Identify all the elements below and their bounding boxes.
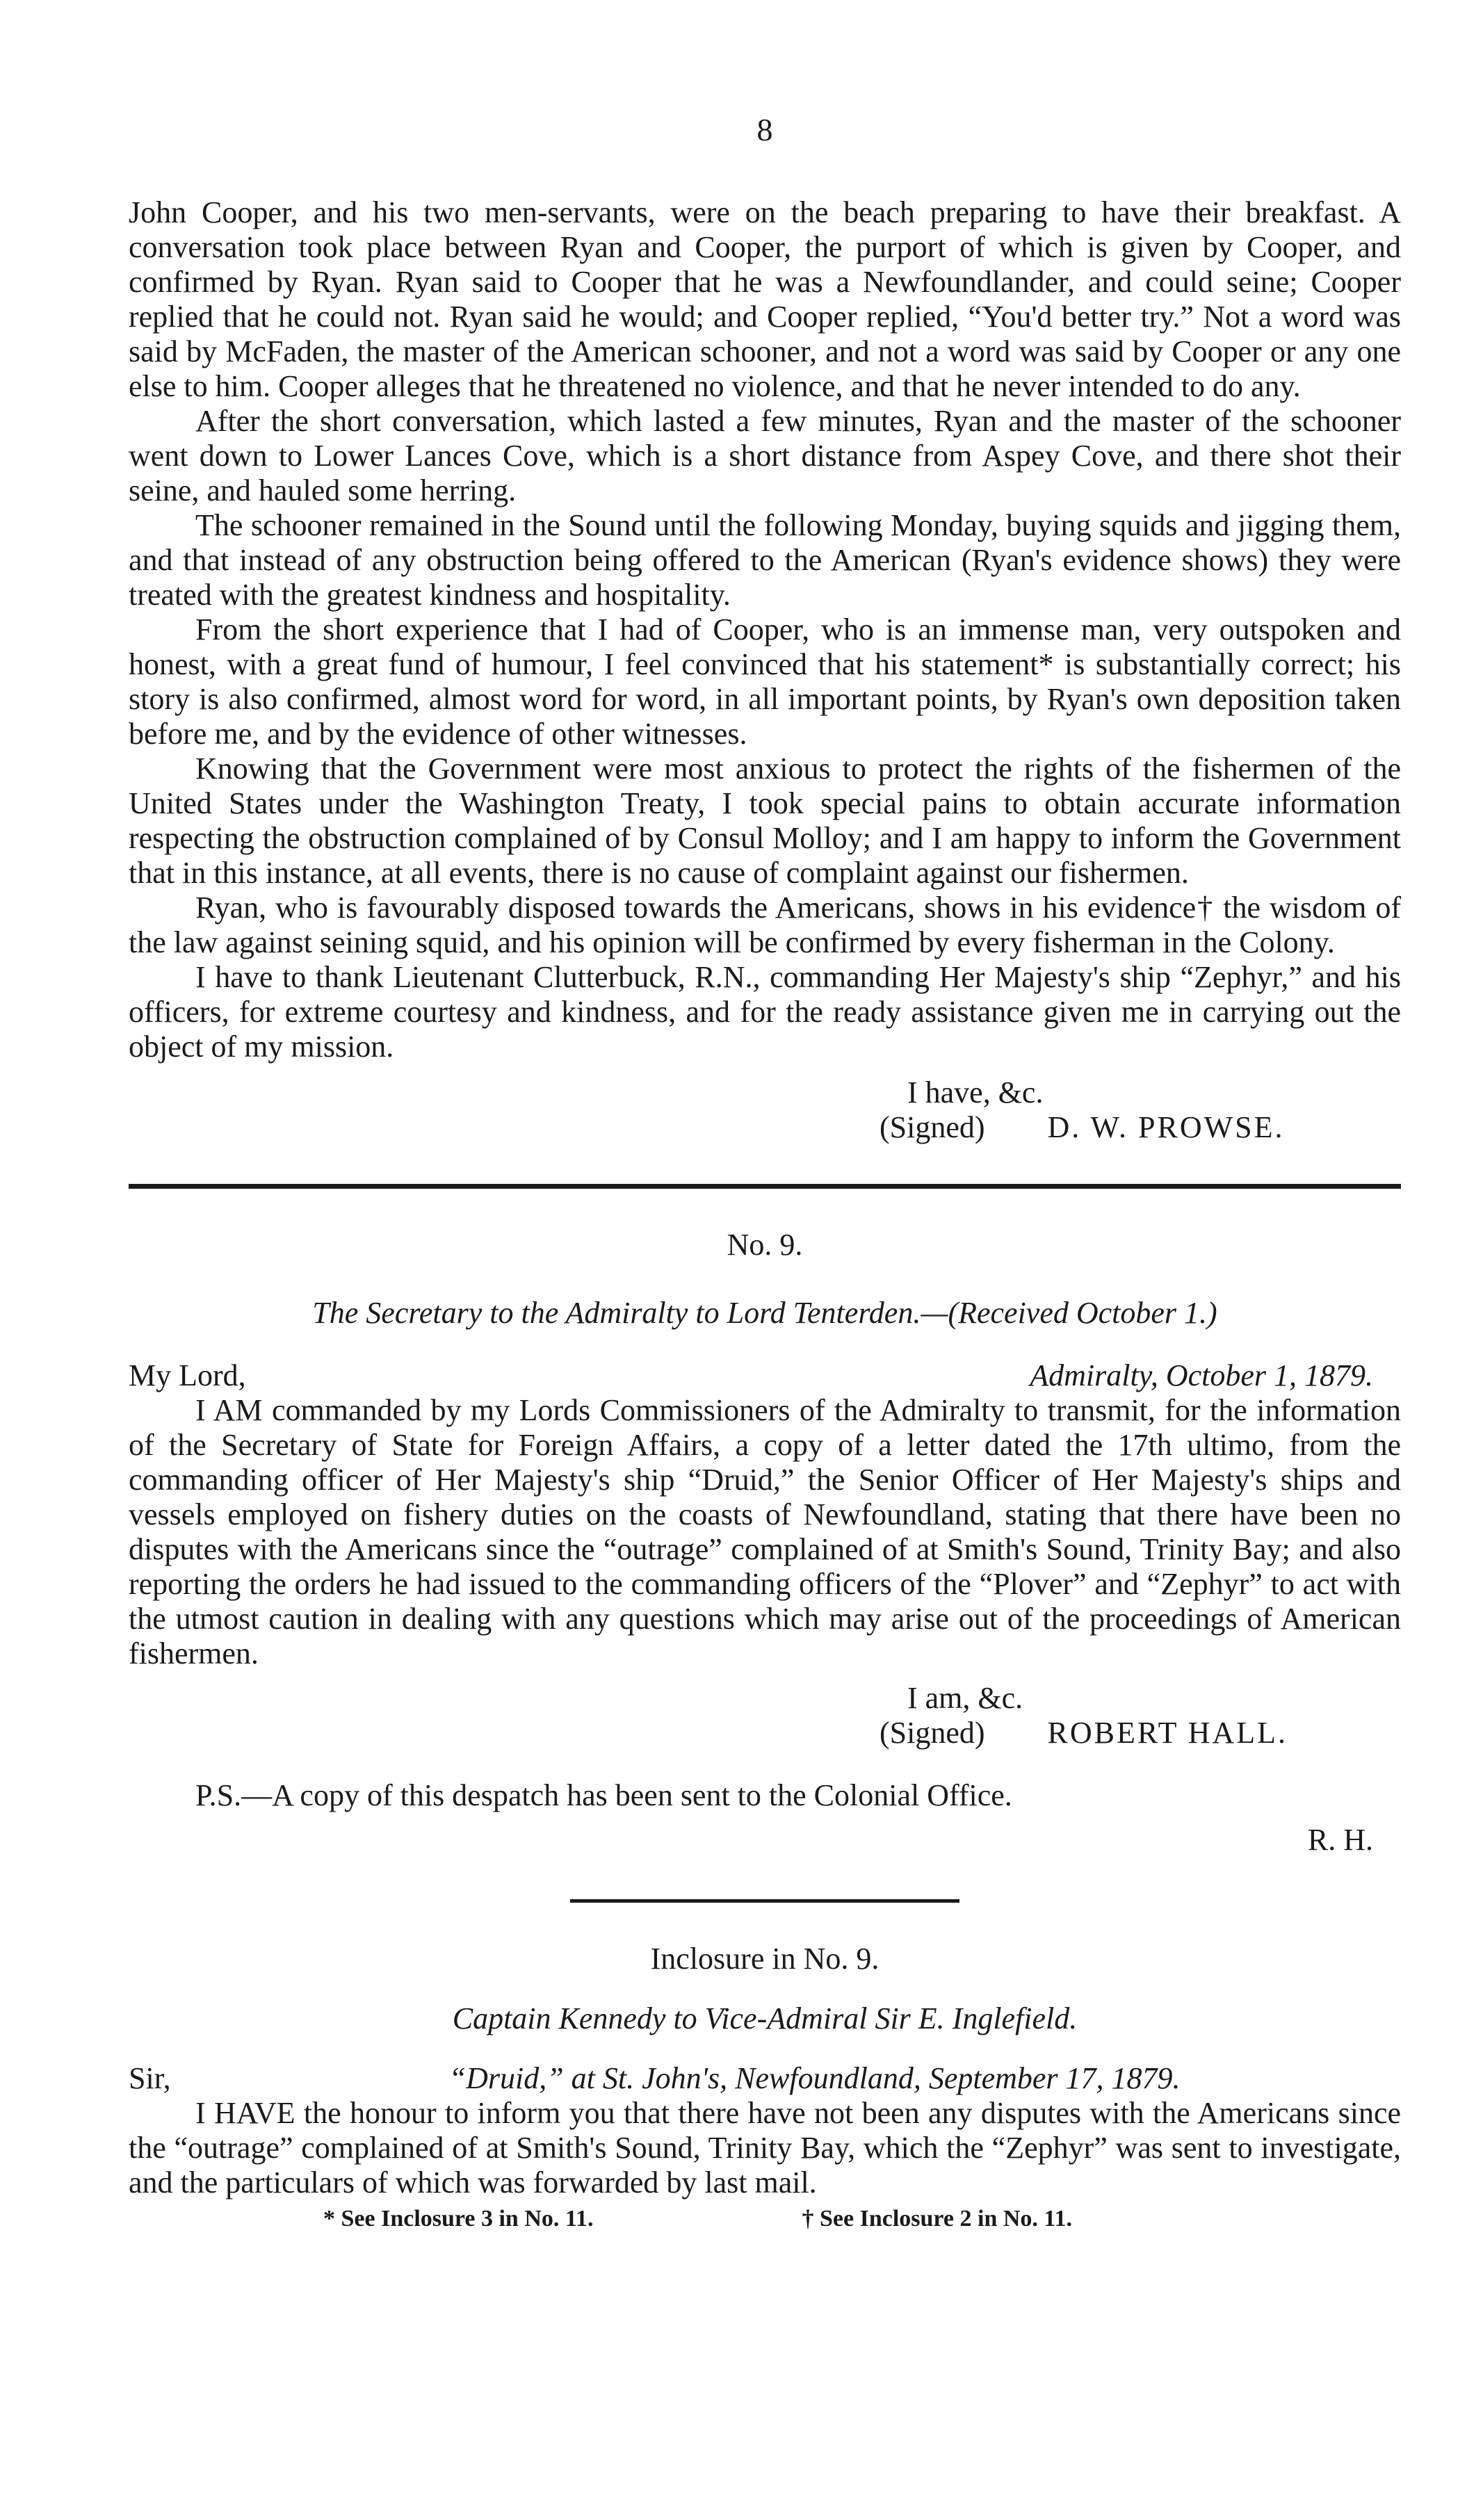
- inclosure-title: Captain Kennedy to Vice-Admiral Sir E. Inglefield.: [452, 2001, 1078, 2035]
- dateline: Admiralty, October 1, 1879.: [1030, 1358, 1373, 1392]
- signatory: ROBERT HALL.: [1047, 1716, 1288, 1750]
- section-divider: [570, 1899, 959, 1903]
- section-divider: [129, 1184, 1401, 1189]
- paragraph: I AM commanded by my Lords Commissioners of the Admiralty to transmit, for the information of the Secretary of State for Foreign Affairs, a copy of a letter dated the 17th ultimo, from the commanding officer of Her Majesty's ship “Druid,” the Senior Officer of Her Majesty's ships and vessels employed on fishery duties on the coasts of Newfoundland, stating that there have been no disputes with the Americans since the “outrage” complained of at Smith's Sound, Trinity Bay; and also reporting the orders he had issued to the commanding officers of the “Plover” and “Zephyr” to act with the utmost caution in dealing with any questions which may arise out of the proceedings of American fishermen.: [129, 1393, 1401, 1670]
- letter-prowse: [129, 195, 1401, 1145]
- paragraph: Ryan, who is favourably disposed towards the Americans, shows in his evidence† the wisdom of the law against seining squid, and his opinion will be confirmed by every fisherman in the Colony.: [129, 891, 1401, 959]
- page-number: 8: [756, 112, 773, 147]
- footnotes: [129, 2206, 1401, 2232]
- inclosure: [129, 1942, 1401, 2200]
- document-title: The Secretary to the Admiralty to Lord Tenterden.—(Received October 1.): [312, 1296, 1217, 1330]
- dateline: “Druid,” at St. John's, Newfoundland, September 17, 1879.: [448, 2061, 1181, 2095]
- paragraph: From the short experience that I had of Cooper, who is an immense man, very outspoken and honest, with a great fund of humour, I feel convinced that his statement* is substantially correct; his story is also confirmed, almost word for word, in all important points, by Ryan's own deposition taken before me, and by the evidence of other witnesses.: [129, 612, 1401, 751]
- footnote-star: * See Inclosure 3 in No. 11.: [323, 2206, 594, 2232]
- salutation: My Lord,: [129, 1358, 246, 1392]
- document-number: No. 9.: [727, 1228, 803, 1262]
- paragraph: The schooner remained in the Sound until the following Monday, buying squids and jigging them, and that instead of any obstruction being offered to the American (Ryan's evidence shows) they were treated with the greatest kindness and hospitality.: [129, 508, 1401, 612]
- paragraph: I have to thank Lieutenant Clutterbuck, R.N., commanding Her Majesty's ship “Zephyr,” and his officers, for extreme courtesy and kindness, and for the ready assistance given me in carrying out the object of my mission.: [129, 960, 1401, 1064]
- dateline-row: [129, 2061, 1401, 2096]
- paragraph: I HAVE the honour to inform you that there have not been any disputes with the Americans since the “outrage” complained of at Smith's Sound, Trinity Bay, which the “Zephyr” was sent to investigate, and the particulars of which was forwarded by last mail.: [129, 2096, 1401, 2200]
- dateline-row: [129, 1358, 1401, 1393]
- footnote-dagger: † See Inclosure 2 in No. 11.: [802, 2206, 1073, 2232]
- paragraph: After the short conversation, which lasted a few minutes, Ryan and the master of the schooner went down to Lower Lances Cove, which is a short distance from Aspey Cove, and there shot their seine, and hauled some herring.: [129, 404, 1401, 507]
- postscript: P.S.—A copy of this despatch has been sent to the Colonial Office.: [195, 1778, 1012, 1812]
- closing: I have, &c.: [907, 1075, 1044, 1109]
- closing: I am, &c.: [907, 1681, 1023, 1715]
- signature-line: [880, 1716, 1401, 1750]
- signed-label: (Signed): [880, 1110, 985, 1144]
- paragraph: John Cooper, and his two men-servants, were on the beach preparing to have their breakfast. A conversation took place between Ryan and Cooper, the purport of which is given by Cooper, and confirmed by Ryan. Ryan said to Cooper that he was a Newfoundlander, and could seine; Cooper replied that he could not. Ryan said he would; and Cooper replied, “You'd better try.” Not a word was said by McFaden, the master of the American schooner, and not a word was said by Cooper or any one else to him. Cooper alleges that he threatened no violence, and that he never intended to do any.: [129, 195, 1401, 403]
- letter-no-9: [129, 1228, 1401, 1858]
- initials: R. H.: [1307, 1823, 1373, 1857]
- inclosure-heading: Inclosure in No. 9.: [650, 1942, 880, 1976]
- signature-line: [880, 1110, 1401, 1145]
- signed-label: (Signed): [880, 1716, 985, 1750]
- paragraph: Knowing that the Government were most anxious to protect the rights of the fishermen of the United States under the Washington Treaty, I took special pains to obtain accurate information respecting the obstruction complained of by Consul Molloy; and I am happy to inform the Government that in this instance, at all events, there is no cause of complaint against our fishermen.: [129, 751, 1401, 890]
- signatory: D. W. PROWSE.: [1047, 1110, 1285, 1144]
- document-page: [129, 111, 1401, 2232]
- salutation: Sir,: [129, 2061, 171, 2095]
